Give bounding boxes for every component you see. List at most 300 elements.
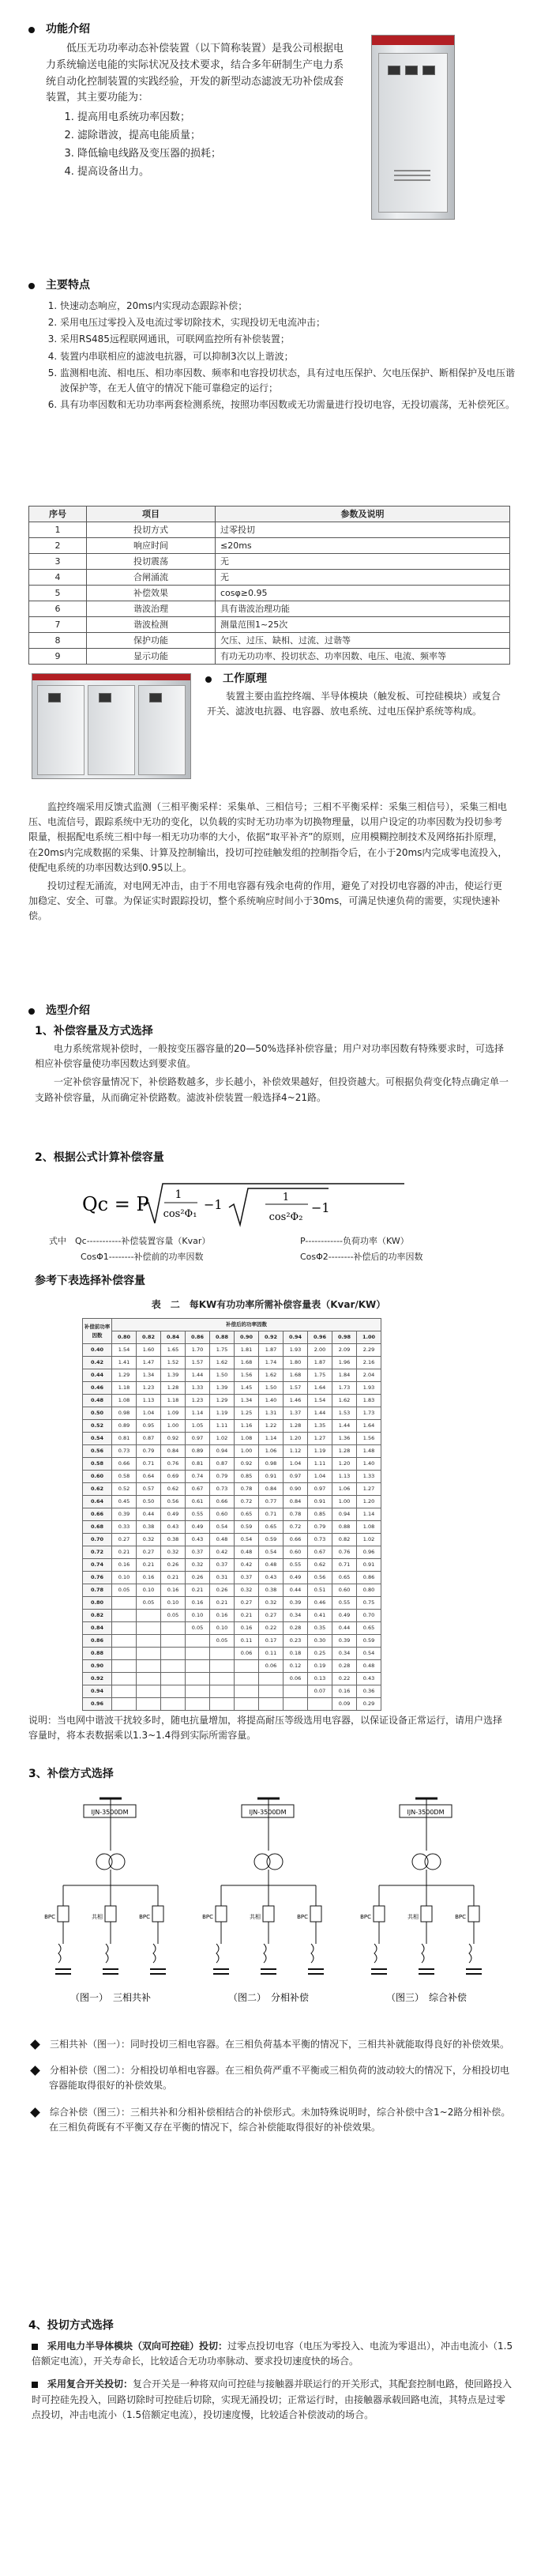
coef-row-header: 0.72 — [83, 1546, 112, 1559]
coef-cell: 0.21 — [210, 1597, 235, 1610]
coef-cell — [235, 1698, 259, 1711]
coef-cell: 1.73 — [332, 1382, 357, 1395]
bus-label: IJN-3500DM — [91, 1809, 129, 1816]
coef-cell: 2.09 — [332, 1344, 357, 1357]
coef-col-header: 0.94 — [284, 1331, 308, 1344]
coef-row — [83, 1584, 381, 1597]
formula-legend-1: 式中 Qc-----------补偿装置容量（Kvar） — [49, 1236, 211, 1246]
coef-cell: 0.10 — [112, 1572, 137, 1584]
coef-cell — [161, 1648, 186, 1660]
param-cell: 补偿效果 — [87, 586, 216, 601]
switching-item-title: 采用电力半导体模块（双向可控硅）投切： — [47, 2341, 228, 2352]
coef-cell: 0.27 — [235, 1597, 259, 1610]
formula-lhs: Qc = P — [82, 1193, 149, 1215]
param-cell: 投切方式 — [87, 522, 216, 538]
coef-cell: 1.27 — [308, 1433, 332, 1445]
coef-cell: 0.28 — [332, 1660, 357, 1673]
coef-cell: 0.95 — [137, 1420, 161, 1433]
coef-cell: 0.32 — [186, 1559, 210, 1572]
coef-cell: 0.61 — [186, 1496, 210, 1508]
coef-row — [83, 1559, 381, 1572]
param-cell: 显示功能 — [87, 649, 216, 665]
coef-cell: 0.26 — [210, 1584, 235, 1597]
reactor-icon — [264, 1944, 266, 1963]
coef-cell: 0.44 — [137, 1508, 161, 1521]
coef-cell: 0.73 — [210, 1483, 235, 1496]
square-bullet-icon — [32, 2344, 38, 2350]
coef-row-header: 0.76 — [83, 1572, 112, 1584]
coef-cell: 0.59 — [357, 1635, 381, 1648]
coef-cell: 1.56 — [235, 1369, 259, 1382]
coef-cell: 2.16 — [357, 1357, 381, 1369]
coef-cell: 1.41 — [112, 1357, 137, 1369]
formula-den1: cos²Φ₁ — [163, 1208, 197, 1220]
coef-cell: 0.10 — [210, 1622, 235, 1635]
param-cell: 谐波治理 — [87, 601, 216, 617]
coef-cell: 1.96 — [332, 1357, 357, 1369]
intro-list-item: 1. 提高用电系统功率因数； — [77, 110, 346, 126]
coef-cell: 0.27 — [137, 1546, 161, 1559]
coef-cell: 0.49 — [284, 1572, 308, 1584]
coef-row-header: 0.58 — [83, 1458, 112, 1471]
coef-row — [83, 1673, 381, 1685]
coef-row-header: 0.78 — [83, 1584, 112, 1597]
coef-cell: 0.54 — [210, 1521, 235, 1534]
coef-cell: 1.40 — [259, 1395, 284, 1407]
coef-cell: 1.35 — [308, 1420, 332, 1433]
coef-cell: 1.28 — [332, 1445, 357, 1458]
coef-cell: 1.20 — [284, 1433, 308, 1445]
coef-cell — [186, 1648, 210, 1660]
param-cell: 无 — [216, 570, 510, 586]
coef-row — [83, 1698, 381, 1711]
coef-cell: 0.11 — [235, 1635, 259, 1648]
coef-cell: 1.84 — [332, 1369, 357, 1382]
coef-cell: 1.20 — [357, 1496, 381, 1508]
param-cell: 响应时间 — [87, 538, 216, 554]
coef-cell: 0.86 — [357, 1572, 381, 1584]
coef-cell: 0.05 — [137, 1597, 161, 1610]
switch-module-icon — [310, 1906, 321, 1922]
intro-paragraph: 低压无功功率动态补偿装置（以下简称装置）是我公司根据电力系统输送电能的实际状况及技术要求，结合多年研制生产电力系统自动化控制装置的实践经验，开发的新型动态滤波无功补偿成套装置，其主要功能为： — [46, 43, 344, 104]
switching-item-text: 复合开关是一种将双向可控硅与接触器并联运行的开关形式，其配套控制电路，使回路投入时可控硅先投入，回路切除时可控硅后切除，实现无涌投切；正常运行时，由接触器承载回路电流，其特点是过零点投切，冲击电流小（1.5倍额定电流），投切速度慢，比较适合补偿波动的场合。 — [32, 2378, 513, 2420]
coef-cell: 0.10 — [161, 1597, 186, 1610]
coef-cell — [308, 1698, 332, 1711]
coef-cell — [186, 1673, 210, 1685]
coef-cell: 0.87 — [137, 1433, 161, 1445]
bus-label: IJN-3500DM — [249, 1809, 287, 1816]
coef-cell: 0.43 — [357, 1673, 381, 1685]
coef-cell: 0.05 — [112, 1584, 137, 1597]
coef-row — [83, 1610, 381, 1622]
compensation-diagrams — [32, 1787, 505, 2024]
scheme-item-text: 三相共补（图一）：同时投切三相电容器。在三相负荷基本平衡的情况下，三相共补就能取得良好的补偿效果。 — [50, 2039, 510, 2050]
coef-cell: 0.92 — [235, 1458, 259, 1471]
param-cell: 欠压、过压、缺相、过流、过谐等 — [216, 633, 510, 649]
coef-cell — [112, 1685, 137, 1698]
coef-cell: 1.09 — [161, 1407, 186, 1420]
bullet-icon — [28, 1008, 35, 1015]
coef-cell: 0.78 — [235, 1483, 259, 1496]
coef-cell: 0.32 — [161, 1546, 186, 1559]
coef-row — [83, 1407, 381, 1420]
coef-cell: 0.76 — [161, 1458, 186, 1471]
param-cell: 9 — [29, 649, 87, 665]
node-label: BPC — [455, 1914, 466, 1920]
feature-item: 3. 采用RS485远程联网通讯，可联网监控所有补偿装置； — [60, 332, 518, 347]
coef-cell: 0.38 — [259, 1584, 284, 1597]
coef-cell: 0.66 — [210, 1496, 235, 1508]
formula-minus2: −1 — [311, 1200, 330, 1215]
coef-cell: 0.71 — [259, 1508, 284, 1521]
coef-col-header: 1.00 — [357, 1331, 381, 1344]
coef-cell — [210, 1698, 235, 1711]
coef-cell: 1.27 — [357, 1483, 381, 1496]
node-label: 共相 — [92, 1914, 103, 1920]
coef-cell: 1.14 — [186, 1407, 210, 1420]
coef-cell — [161, 1685, 186, 1698]
coef-row-header: 0.66 — [83, 1508, 112, 1521]
coef-cell: 0.91 — [357, 1559, 381, 1572]
square-bullet-icon — [32, 2382, 38, 2388]
coef-cell: 1.75 — [210, 1344, 235, 1357]
selection-sub1: 1、补偿容量及方式选择 — [35, 1025, 153, 1038]
feature-item: 5. 监测相电流、相电压、相功率因数、频率和电容投切状态，具有过电压保护、欠电压保护、断相保护及电压谐波保护等，在无人值守的情况下能可靠稳定的运行； — [60, 366, 518, 396]
coef-cell: 0.94 — [332, 1508, 357, 1521]
coef-cell: 0.38 — [161, 1534, 186, 1546]
coef-cell: 0.66 — [112, 1458, 137, 1471]
reactor-icon — [106, 1944, 108, 1963]
coef-cell: 1.50 — [259, 1382, 284, 1395]
coef-cell: 0.79 — [137, 1445, 161, 1458]
node-label: BPC — [360, 1914, 371, 1920]
scheme-item — [32, 2063, 513, 2093]
coef-cell: 0.97 — [308, 1483, 332, 1496]
coef-row-header: 0.90 — [83, 1660, 112, 1673]
coef-cell: 1.65 — [161, 1344, 186, 1357]
coef-cell: 0.70 — [357, 1610, 381, 1622]
param-row — [29, 538, 510, 554]
coef-cell: 0.48 — [259, 1559, 284, 1572]
param-cell: 测量范围1~25次 — [216, 617, 510, 633]
coef-cell: 0.36 — [357, 1685, 381, 1698]
coef-cell: 0.54 — [357, 1648, 381, 1660]
switching-item — [32, 2339, 513, 2369]
coef-row-header: 0.94 — [83, 1685, 112, 1698]
coef-cell: 1.75 — [308, 1369, 332, 1382]
cabinet-image — [371, 35, 455, 220]
coef-row-header: 0.92 — [83, 1673, 112, 1685]
switch-module-icon — [216, 1906, 227, 1922]
coef-cell: 0.34 — [284, 1610, 308, 1622]
coef-cell: 0.46 — [308, 1597, 332, 1610]
feature-item: 2. 采用电压过零投入及电流过零切除技术，实现投切无电流冲击； — [60, 315, 518, 330]
coef-cell: 0.94 — [210, 1445, 235, 1458]
coef-table — [82, 1318, 381, 1711]
coef-cell: 1.33 — [357, 1471, 381, 1483]
coef-cell: 0.49 — [161, 1508, 186, 1521]
param-cell: 无 — [216, 554, 510, 570]
coef-cell: 0.64 — [137, 1471, 161, 1483]
coef-cell: 1.25 — [235, 1407, 259, 1420]
coef-cell — [112, 1673, 137, 1685]
coef-cell: 0.60 — [210, 1508, 235, 1521]
param-cell: 过零投切 — [216, 522, 510, 538]
coef-top-header: 补偿后的功率因数 — [112, 1319, 381, 1331]
coef-cell: 1.80 — [284, 1357, 308, 1369]
param-cell: 具有谐波治理功能 — [216, 601, 510, 617]
coef-row-header: 0.68 — [83, 1521, 112, 1534]
coef-cell: 1.68 — [235, 1357, 259, 1369]
coef-cell: 0.67 — [186, 1483, 210, 1496]
coef-cell: 0.32 — [259, 1597, 284, 1610]
coef-cell: 0.39 — [112, 1508, 137, 1521]
coef-cell — [137, 1610, 161, 1622]
coef-row-header: 0.86 — [83, 1635, 112, 1648]
coef-row-header: 0.48 — [83, 1395, 112, 1407]
coef-row-header: 0.44 — [83, 1369, 112, 1382]
coef-cell: 1.64 — [357, 1420, 381, 1433]
bullet-icon — [28, 27, 35, 33]
coef-cell: 0.16 — [161, 1584, 186, 1597]
coef-cell: 1.06 — [259, 1445, 284, 1458]
coef-cell: 0.67 — [308, 1546, 332, 1559]
coef-cell: 0.39 — [284, 1597, 308, 1610]
coef-cell: 0.90 — [284, 1483, 308, 1496]
coef-row-header: 0.96 — [83, 1698, 112, 1711]
diagram-caption: （图二） 分相补偿 — [227, 1992, 310, 2003]
coef-cell: 0.48 — [357, 1660, 381, 1673]
diagram-caption: （图三） 综合补偿 — [385, 1992, 468, 2003]
coef-cell: 0.77 — [259, 1496, 284, 1508]
coef-cell: 1.11 — [210, 1420, 235, 1433]
coef-cell: 0.11 — [259, 1648, 284, 1660]
scheme-list — [32, 2037, 513, 2146]
coef-cell: 0.45 — [112, 1496, 137, 1508]
switching-item — [32, 2377, 513, 2423]
coef-cell — [112, 1622, 137, 1635]
coef-cell: 0.05 — [161, 1610, 186, 1622]
coef-cell: 0.62 — [161, 1483, 186, 1496]
coef-cell: 0.81 — [186, 1458, 210, 1471]
coef-row — [83, 1420, 381, 1433]
intro-list — [46, 110, 346, 180]
coef-cell — [259, 1685, 284, 1698]
coef-cell: 0.49 — [332, 1610, 357, 1622]
coef-cell: 1.57 — [284, 1382, 308, 1395]
coef-cell — [112, 1660, 137, 1673]
coef-cell: 0.09 — [332, 1698, 357, 1711]
coef-cell: 1.13 — [137, 1395, 161, 1407]
param-cell: 6 — [29, 601, 87, 617]
switching-heading: 4、投切方式选择 — [28, 2319, 114, 2332]
coef-cell: 0.74 — [186, 1471, 210, 1483]
coef-row — [83, 1521, 381, 1534]
coef-cell — [161, 1660, 186, 1673]
coef-cell: 1.13 — [332, 1471, 357, 1483]
coef-cell: 1.62 — [210, 1357, 235, 1369]
formula-one: 1 — [175, 1188, 182, 1201]
coef-cell: 0.60 — [284, 1546, 308, 1559]
coef-cell: 1.87 — [259, 1344, 284, 1357]
coef-cell — [210, 1673, 235, 1685]
coef-cell: 1.02 — [210, 1433, 235, 1445]
coef-cell: 0.85 — [235, 1471, 259, 1483]
switching-item-title: 采用复合开关投切： — [47, 2378, 133, 2390]
coef-cell — [235, 1685, 259, 1698]
coef-row-header: 0.74 — [83, 1559, 112, 1572]
coef-cell: 0.96 — [357, 1546, 381, 1559]
coef-col-header: 0.84 — [161, 1331, 186, 1344]
coef-cell — [186, 1698, 210, 1711]
coef-cell: 0.84 — [161, 1445, 186, 1458]
coef-cell — [161, 1698, 186, 1711]
coef-cell — [161, 1673, 186, 1685]
coef-cell: 1.04 — [308, 1471, 332, 1483]
node-label: 共相 — [250, 1914, 261, 1920]
coef-cell: 0.21 — [137, 1559, 161, 1572]
coef-cell — [137, 1660, 161, 1673]
param-cell: 投切震荡 — [87, 554, 216, 570]
coef-cell: 0.85 — [308, 1508, 332, 1521]
coef-cell: 1.22 — [259, 1420, 284, 1433]
param-cell: 5 — [29, 586, 87, 601]
param-row — [29, 633, 510, 649]
coef-cell: 1.47 — [137, 1357, 161, 1369]
coef-cell: 1.44 — [308, 1407, 332, 1420]
reactor-icon — [469, 1944, 471, 1963]
coef-cell: 1.36 — [332, 1433, 357, 1445]
coef-cell: 0.91 — [259, 1471, 284, 1483]
diamond-bullet-icon — [30, 2107, 40, 2118]
coef-cell: 0.75 — [357, 1597, 381, 1610]
coef-col-header: 0.96 — [308, 1331, 332, 1344]
param-cell: 1 — [29, 522, 87, 538]
coef-row-header: 0.52 — [83, 1420, 112, 1433]
coef-cell: 0.97 — [186, 1433, 210, 1445]
coef-cell: 0.88 — [332, 1521, 357, 1534]
coef-cell — [259, 1673, 284, 1685]
formula-legend-3: CosΦ1--------补偿前的功率因数 — [81, 1252, 204, 1262]
node-label: BPC — [202, 1914, 213, 1920]
coef-cell: 0.73 — [308, 1534, 332, 1546]
coef-cell: 0.65 — [332, 1572, 357, 1584]
coef-cell — [186, 1635, 210, 1648]
coef-cell: 0.78 — [284, 1508, 308, 1521]
coef-cell: 0.42 — [210, 1546, 235, 1559]
coef-cell: 0.06 — [259, 1660, 284, 1673]
coef-cell: 0.26 — [186, 1572, 210, 1584]
coef-cell — [137, 1635, 161, 1648]
principle-heading: 工作原理 — [205, 670, 267, 688]
coef-cell: 0.48 — [210, 1534, 235, 1546]
coef-cell: 1.39 — [210, 1382, 235, 1395]
coef-cell: 0.91 — [308, 1496, 332, 1508]
coef-cell: 0.62 — [308, 1559, 332, 1572]
coef-cell: 0.07 — [308, 1685, 332, 1698]
coef-cell — [284, 1698, 308, 1711]
coef-cell: 1.87 — [308, 1357, 332, 1369]
coef-cell: 1.81 — [235, 1344, 259, 1357]
coef-cell — [235, 1660, 259, 1673]
coef-cell: 0.10 — [186, 1610, 210, 1622]
coef-cell: 0.35 — [308, 1622, 332, 1635]
coef-cell: 1.14 — [259, 1433, 284, 1445]
coef-cell: 1.20 — [332, 1458, 357, 1471]
formula-legend-4: CosΦ2--------补偿后的功率因数 — [300, 1252, 423, 1262]
coef-cell: 1.28 — [284, 1420, 308, 1433]
reactor-icon — [422, 1944, 424, 1963]
coef-cell: 0.59 — [235, 1521, 259, 1534]
coef-col-header: 0.98 — [332, 1331, 357, 1344]
coef-cell: 0.32 — [235, 1584, 259, 1597]
coef-cell: 0.69 — [161, 1471, 186, 1483]
coef-cell: 1.19 — [308, 1445, 332, 1458]
coef-note: 说明：当电网中谐波干扰较多时，随电抗量增加，将提高耐压等级选用电容器，以保证设备正常运行，请用户选择容量时，将本表数据乘以1.3~1.4得到实际所需容量。 — [28, 1715, 503, 1742]
switching-item-text: 过零点投切电容（电压为零投入、电流为零退出），冲击电流小（1.5倍额定电流），开关寿命长，比较适合无功功率脉动、要求投切速度快的场合。 — [32, 2341, 513, 2367]
coef-cell — [112, 1698, 137, 1711]
coef-cell: 0.16 — [332, 1685, 357, 1698]
coef-row — [83, 1382, 381, 1395]
coef-cell: 1.83 — [357, 1395, 381, 1407]
coef-row-header: 0.56 — [83, 1445, 112, 1458]
coef-cell: 0.10 — [137, 1584, 161, 1597]
formula-one2: 1 — [282, 1192, 290, 1203]
coef-corner-header: 补偿前功率因数 — [83, 1319, 112, 1344]
coef-cell: 0.18 — [284, 1648, 308, 1660]
scheme-item-text: 综合补偿（图三）：三相共补和分相补偿相结合的补偿形式。未加特殊说明时，综合补偿中含1~2路分相补偿。在三相负荷既有不平衡又存在平衡的情况下，综合补偿能取得很好的补偿效果。 — [49, 2106, 511, 2133]
bullet-icon — [205, 676, 212, 683]
selection-sub2: 2、根据公式计算补偿容量 — [35, 1151, 164, 1164]
coef-cell: 0.33 — [112, 1521, 137, 1534]
coef-cell: 1.62 — [259, 1369, 284, 1382]
coef-row-header: 0.88 — [83, 1648, 112, 1660]
ct-icon — [425, 1854, 441, 1870]
coef-cell: 1.28 — [161, 1382, 186, 1395]
coef-col-header: 0.86 — [186, 1331, 210, 1344]
selection-heading: 选型介绍 — [28, 1002, 90, 1020]
coef-cell: 1.93 — [284, 1344, 308, 1357]
param-cell: 8 — [29, 633, 87, 649]
coef-cell: 1.34 — [235, 1395, 259, 1407]
coef-cell — [137, 1698, 161, 1711]
coef-cell: 0.98 — [259, 1458, 284, 1471]
coef-cell: 0.55 — [186, 1508, 210, 1521]
param-header: 序号 — [29, 507, 87, 522]
coef-cell: 0.58 — [112, 1471, 137, 1483]
scheme-heading: 3、补偿方式选择 — [28, 1768, 114, 1780]
coef-cell: 1.33 — [186, 1382, 210, 1395]
coef-row — [83, 1496, 381, 1508]
bullet-icon — [28, 283, 35, 289]
features-list — [28, 297, 518, 414]
coef-row — [83, 1546, 381, 1559]
coef-cell: 0.13 — [308, 1673, 332, 1685]
formula-graphic — [79, 1179, 411, 1231]
bus-label: IJN-3500DM — [407, 1809, 445, 1816]
diamond-bullet-icon — [30, 2039, 40, 2050]
coef-cell: 1.54 — [308, 1395, 332, 1407]
features-heading: 主要特点 — [28, 277, 90, 295]
coef-cell: 2.29 — [357, 1344, 381, 1357]
coef-row — [83, 1685, 381, 1698]
coef-cell: 0.65 — [235, 1508, 259, 1521]
param-cell: 有功无功功率、投切状态、功率因数、电压、电流、频率等 — [216, 649, 510, 665]
coef-cell: 0.19 — [308, 1660, 332, 1673]
coef-cell: 1.29 — [210, 1395, 235, 1407]
coef-cell: 0.21 — [112, 1546, 137, 1559]
coef-cell: 0.37 — [186, 1546, 210, 1559]
